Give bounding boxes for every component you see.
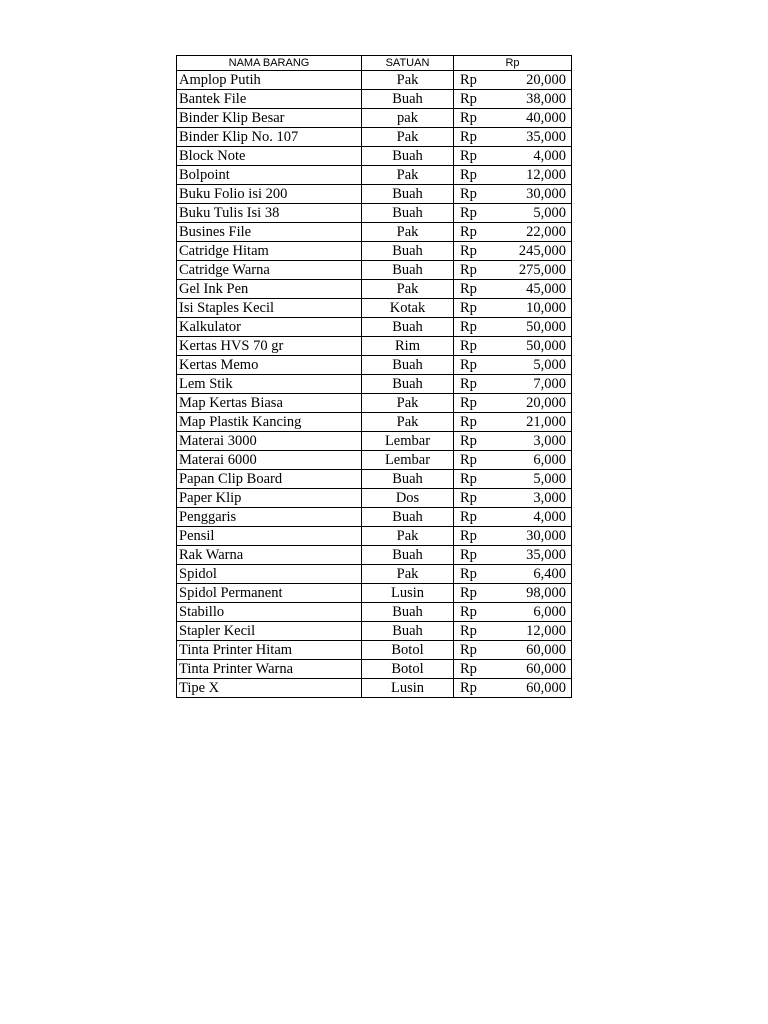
table-row <box>177 546 572 565</box>
item-price-cell <box>454 299 572 318</box>
price-amount: 20,000 <box>526 395 566 411</box>
item-unit-cell: Pak <box>362 128 454 147</box>
item-unit-cell: Buah <box>362 508 454 527</box>
price-amount: 30,000 <box>526 528 566 544</box>
item-price-cell <box>454 166 572 185</box>
price-wrap <box>460 299 566 317</box>
item-price-cell <box>454 508 572 527</box>
item-price-cell <box>454 584 572 603</box>
table-row <box>177 565 572 584</box>
item-unit-cell: Buah <box>362 375 454 394</box>
price-wrap <box>460 565 566 583</box>
item-price-cell <box>454 280 572 299</box>
item-unit-cell: Rim <box>362 337 454 356</box>
item-name-cell: Kertas Memo <box>177 356 362 375</box>
table-header <box>177 56 572 71</box>
currency-label: Rp <box>460 224 477 240</box>
currency-label: Rp <box>460 129 477 145</box>
table-row <box>177 90 572 109</box>
item-name-cell: Tinta Printer Warna <box>177 660 362 679</box>
price-wrap <box>460 356 566 374</box>
price-wrap <box>460 641 566 659</box>
currency-label: Rp <box>460 585 477 601</box>
price-amount: 5,000 <box>533 205 566 221</box>
price-amount: 245,000 <box>518 243 566 259</box>
item-name-cell: Tipe X <box>177 679 362 698</box>
price-wrap <box>460 584 566 602</box>
item-unit-cell: Botol <box>362 660 454 679</box>
item-name-cell: Block Note <box>177 147 362 166</box>
table-row <box>177 622 572 641</box>
currency-label: Rp <box>460 167 477 183</box>
price-amount: 5,000 <box>533 471 566 487</box>
header-nama-barang: NAMA BARANG <box>177 56 362 71</box>
currency-label: Rp <box>460 661 477 677</box>
table-row <box>177 584 572 603</box>
currency-label: Rp <box>460 528 477 544</box>
price-wrap <box>460 109 566 127</box>
item-price-cell <box>454 546 572 565</box>
item-name-cell: Map Plastik Kancing <box>177 413 362 432</box>
item-name-cell: Spidol <box>177 565 362 584</box>
price-amount: 3,000 <box>533 433 566 449</box>
item-unit-cell: Lusin <box>362 584 454 603</box>
item-price-cell <box>454 451 572 470</box>
item-name-cell: Buku Folio isi 200 <box>177 185 362 204</box>
price-amount: 4,000 <box>533 509 566 525</box>
item-price-cell <box>454 185 572 204</box>
table-row <box>177 223 572 242</box>
price-amount: 35,000 <box>526 547 566 563</box>
item-name-cell: Paper Klip <box>177 489 362 508</box>
price-amount: 30,000 <box>526 186 566 202</box>
price-list-table <box>176 55 572 698</box>
item-name-cell: Materai 6000 <box>177 451 362 470</box>
currency-label: Rp <box>460 91 477 107</box>
price-wrap <box>460 71 566 89</box>
item-name-cell: Penggaris <box>177 508 362 527</box>
item-unit-cell: Buah <box>362 356 454 375</box>
table-row <box>177 432 572 451</box>
item-unit-cell: Buah <box>362 318 454 337</box>
item-price-cell <box>454 318 572 337</box>
table-row <box>177 109 572 128</box>
item-unit-cell: Pak <box>362 166 454 185</box>
item-unit-cell: Buah <box>362 147 454 166</box>
item-price-cell <box>454 622 572 641</box>
item-price-cell <box>454 489 572 508</box>
currency-label: Rp <box>460 148 477 164</box>
item-name-cell: Isi Staples Kecil <box>177 299 362 318</box>
item-unit-cell: pak <box>362 109 454 128</box>
currency-label: Rp <box>460 338 477 354</box>
currency-label: Rp <box>460 110 477 126</box>
item-unit-cell: Buah <box>362 603 454 622</box>
item-name-cell: Binder Klip No. 107 <box>177 128 362 147</box>
table-row <box>177 261 572 280</box>
price-list-sheet <box>176 55 572 698</box>
price-amount: 38,000 <box>526 91 566 107</box>
price-amount: 60,000 <box>526 680 566 696</box>
currency-label: Rp <box>460 376 477 392</box>
item-price-cell <box>454 565 572 584</box>
price-amount: 3,000 <box>533 490 566 506</box>
table-row <box>177 508 572 527</box>
item-price-cell <box>454 432 572 451</box>
item-price-cell <box>454 470 572 489</box>
item-name-cell: Binder Klip Besar <box>177 109 362 128</box>
header-rp: Rp <box>454 56 572 71</box>
price-amount: 60,000 <box>526 642 566 658</box>
table-row <box>177 451 572 470</box>
item-name-cell: Stabillo <box>177 603 362 622</box>
price-wrap <box>460 147 566 165</box>
item-price-cell <box>454 375 572 394</box>
item-price-cell <box>454 204 572 223</box>
item-unit-cell: Buah <box>362 90 454 109</box>
table-row <box>177 660 572 679</box>
price-wrap <box>460 622 566 640</box>
item-name-cell: Catridge Hitam <box>177 242 362 261</box>
item-name-cell: Papan Clip Board <box>177 470 362 489</box>
table-row <box>177 147 572 166</box>
table-row <box>177 299 572 318</box>
item-unit-cell: Buah <box>362 204 454 223</box>
price-wrap <box>460 451 566 469</box>
price-wrap <box>460 546 566 564</box>
table-row <box>177 679 572 698</box>
currency-label: Rp <box>460 205 477 221</box>
currency-label: Rp <box>460 433 477 449</box>
table-row <box>177 337 572 356</box>
price-amount: 50,000 <box>526 319 566 335</box>
currency-label: Rp <box>460 509 477 525</box>
price-wrap <box>460 242 566 260</box>
price-amount: 45,000 <box>526 281 566 297</box>
price-wrap <box>460 603 566 621</box>
price-wrap <box>460 508 566 526</box>
price-wrap <box>460 337 566 355</box>
price-amount: 6,000 <box>533 604 566 620</box>
currency-label: Rp <box>460 357 477 373</box>
item-price-cell <box>454 356 572 375</box>
table-row <box>177 280 572 299</box>
item-price-cell <box>454 413 572 432</box>
price-amount: 35,000 <box>526 129 566 145</box>
table-row <box>177 489 572 508</box>
price-wrap <box>460 660 566 678</box>
item-unit-cell: Buah <box>362 546 454 565</box>
currency-label: Rp <box>460 623 477 639</box>
item-price-cell <box>454 660 572 679</box>
item-price-cell <box>454 527 572 546</box>
item-price-cell <box>454 641 572 660</box>
item-unit-cell: Pak <box>362 413 454 432</box>
price-wrap <box>460 318 566 336</box>
item-unit-cell: Pak <box>362 527 454 546</box>
item-unit-cell: Botol <box>362 641 454 660</box>
price-amount: 5,000 <box>533 357 566 373</box>
currency-label: Rp <box>460 452 477 468</box>
table-row <box>177 527 572 546</box>
table-row <box>177 128 572 147</box>
price-wrap <box>460 679 566 697</box>
item-name-cell: Amplop Putih <box>177 71 362 90</box>
currency-label: Rp <box>460 300 477 316</box>
item-price-cell <box>454 394 572 413</box>
item-price-cell <box>454 223 572 242</box>
price-wrap <box>460 280 566 298</box>
price-wrap <box>460 489 566 507</box>
item-unit-cell: Pak <box>362 394 454 413</box>
item-unit-cell: Pak <box>362 280 454 299</box>
item-price-cell <box>454 679 572 698</box>
item-price-cell <box>454 337 572 356</box>
item-unit-cell: Pak <box>362 71 454 90</box>
price-amount: 60,000 <box>526 661 566 677</box>
price-amount: 50,000 <box>526 338 566 354</box>
currency-label: Rp <box>460 262 477 278</box>
item-price-cell <box>454 147 572 166</box>
currency-label: Rp <box>460 680 477 696</box>
table-row <box>177 394 572 413</box>
item-price-cell <box>454 109 572 128</box>
price-amount: 12,000 <box>526 167 566 183</box>
table-row <box>177 603 572 622</box>
table-row <box>177 204 572 223</box>
price-wrap <box>460 470 566 488</box>
price-amount: 6,400 <box>533 566 566 582</box>
item-unit-cell: Buah <box>362 185 454 204</box>
price-wrap <box>460 90 566 108</box>
item-unit-cell: Pak <box>362 565 454 584</box>
item-unit-cell: Buah <box>362 261 454 280</box>
item-name-cell: Map Kertas Biasa <box>177 394 362 413</box>
currency-label: Rp <box>460 186 477 202</box>
price-wrap <box>460 185 566 203</box>
item-name-cell: Kertas HVS 70 gr <box>177 337 362 356</box>
price-amount: 6,000 <box>533 452 566 468</box>
item-name-cell: Stapler Kecil <box>177 622 362 641</box>
currency-label: Rp <box>460 471 477 487</box>
price-amount: 275,000 <box>518 262 566 278</box>
item-price-cell <box>454 128 572 147</box>
price-wrap <box>460 261 566 279</box>
item-name-cell: Materai 3000 <box>177 432 362 451</box>
item-unit-cell: Buah <box>362 242 454 261</box>
table-row <box>177 413 572 432</box>
item-name-cell: Bantek File <box>177 90 362 109</box>
table-row <box>177 166 572 185</box>
price-wrap <box>460 166 566 184</box>
item-unit-cell: Lembar <box>362 432 454 451</box>
price-wrap <box>460 204 566 222</box>
price-wrap <box>460 527 566 545</box>
table-body <box>177 71 572 698</box>
item-name-cell: Catridge Warna <box>177 261 362 280</box>
table-row <box>177 641 572 660</box>
price-amount: 12,000 <box>526 623 566 639</box>
item-price-cell <box>454 90 572 109</box>
price-amount: 21,000 <box>526 414 566 430</box>
price-wrap <box>460 432 566 450</box>
item-name-cell: Bolpoint <box>177 166 362 185</box>
item-name-cell: Tinta Printer Hitam <box>177 641 362 660</box>
item-unit-cell: Dos <box>362 489 454 508</box>
price-amount: 20,000 <box>526 72 566 88</box>
item-name-cell: Pensil <box>177 527 362 546</box>
item-price-cell <box>454 71 572 90</box>
price-wrap <box>460 394 566 412</box>
currency-label: Rp <box>460 490 477 506</box>
price-amount: 7,000 <box>533 376 566 392</box>
item-unit-cell: Pak <box>362 223 454 242</box>
item-name-cell: Spidol Permanent <box>177 584 362 603</box>
currency-label: Rp <box>460 414 477 430</box>
item-unit-cell: Buah <box>362 622 454 641</box>
currency-label: Rp <box>460 243 477 259</box>
currency-label: Rp <box>460 72 477 88</box>
table-row <box>177 71 572 90</box>
price-wrap <box>460 128 566 146</box>
table-row <box>177 318 572 337</box>
table-row <box>177 375 572 394</box>
price-amount: 98,000 <box>526 585 566 601</box>
item-unit-cell: Kotak <box>362 299 454 318</box>
price-wrap <box>460 223 566 241</box>
currency-label: Rp <box>460 642 477 658</box>
currency-label: Rp <box>460 319 477 335</box>
item-name-cell: Gel Ink Pen <box>177 280 362 299</box>
currency-label: Rp <box>460 566 477 582</box>
currency-label: Rp <box>460 604 477 620</box>
item-unit-cell: Lembar <box>362 451 454 470</box>
price-amount: 10,000 <box>526 300 566 316</box>
currency-label: Rp <box>460 395 477 411</box>
price-wrap <box>460 413 566 431</box>
item-name-cell: Busines File <box>177 223 362 242</box>
header-satuan: SATUAN <box>362 56 454 71</box>
item-unit-cell: Lusin <box>362 679 454 698</box>
currency-label: Rp <box>460 547 477 563</box>
price-wrap <box>460 375 566 393</box>
item-name-cell: Kalkulator <box>177 318 362 337</box>
price-amount: 40,000 <box>526 110 566 126</box>
currency-label: Rp <box>460 281 477 297</box>
item-price-cell <box>454 242 572 261</box>
item-price-cell <box>454 261 572 280</box>
price-amount: 22,000 <box>526 224 566 240</box>
item-name-cell: Rak Warna <box>177 546 362 565</box>
item-name-cell: Lem Stik <box>177 375 362 394</box>
table-row <box>177 242 572 261</box>
item-price-cell <box>454 603 572 622</box>
item-unit-cell: Buah <box>362 470 454 489</box>
table-row <box>177 470 572 489</box>
header-row <box>177 56 572 71</box>
table-row <box>177 356 572 375</box>
price-amount: 4,000 <box>533 148 566 164</box>
table-row <box>177 185 572 204</box>
item-name-cell: Buku Tulis Isi 38 <box>177 204 362 223</box>
